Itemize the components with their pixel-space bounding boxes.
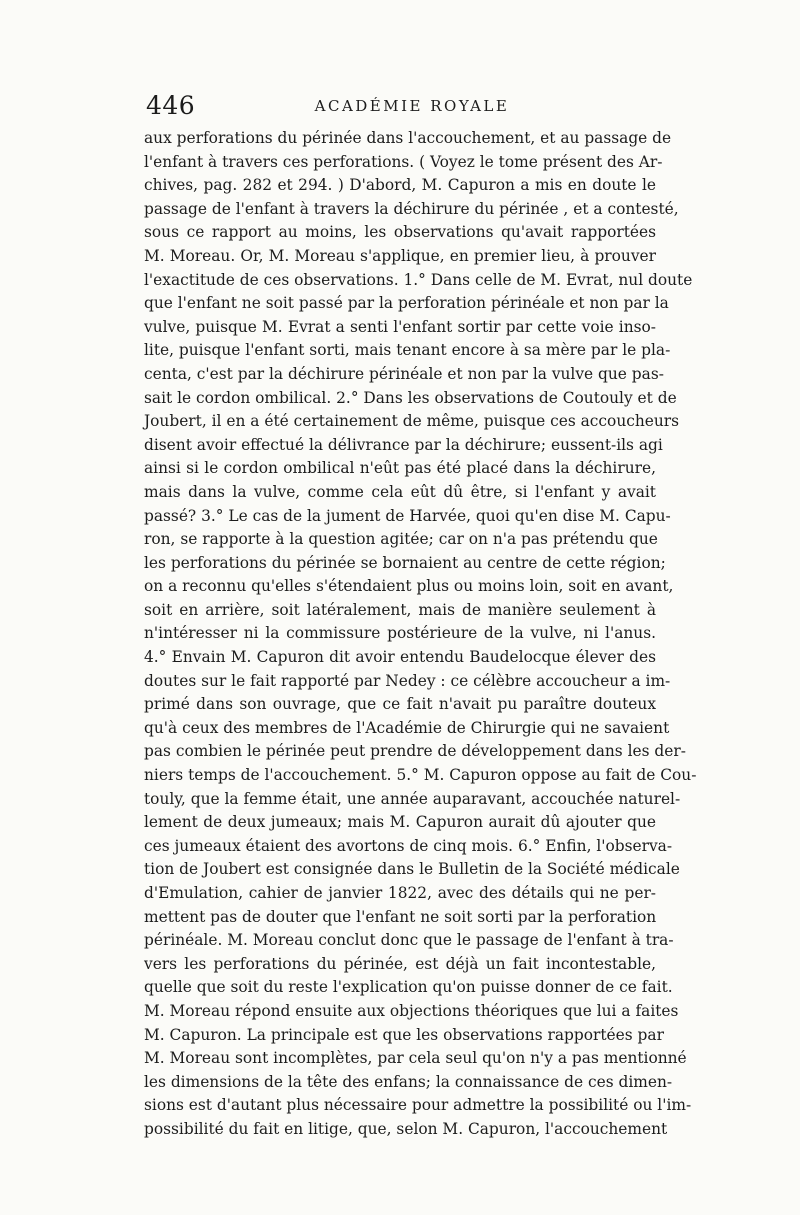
text-line: que l'enfant ne soit passé par la perforation périnéale et non par la	[144, 294, 669, 313]
text-line: primé dans son ouvrage, que ce fait n'avait pu paraître douteux	[144, 695, 656, 714]
text-line: lite, puisque l'enfant sorti, mais tenant encore à sa mère par le pla-	[144, 341, 671, 360]
text-line: vers les perforations du périnée, est déjà un fait incontestable,	[144, 954, 656, 973]
body-paragraph	[144, 127, 697, 1142]
text-line: Joubert, il en a été certainement de même, puisque ces accoucheurs	[144, 412, 680, 431]
text-line: soit en arrière, soit latéralement, mais de manière seulement à	[144, 600, 656, 619]
text-line: chives, pag. 282 et 294. ) D'abord, M. Capuron a mis en doute le	[144, 176, 656, 195]
running-title: ACADÉMIE ROYALE	[314, 97, 510, 115]
text-line: ces jumeaux étaient des avortons de cinq mois. 6.° Enfin, l'observa-	[144, 836, 673, 855]
text-line: vulve, puisque M. Evrat a senti l'enfant sortir par cette voie inso-	[144, 317, 656, 336]
text-line: centa, c'est par la déchirure périnéale et non par la vulve que pas-	[144, 364, 664, 383]
text-line: d'Emulation, cahier de janvier 1822, avec des détails qui ne per-	[144, 884, 656, 902]
text-line: sait le cordon ombilical. 2.° Dans les observations de Coutouly et de	[144, 388, 677, 407]
text-line: passage de l'enfant à travers la déchirure du périnée , et a contesté,	[144, 199, 679, 218]
text-line: possibilité du fait en litige, que, selon M. Capuron, l'accouchement	[144, 1119, 668, 1138]
text-line: 4.° Envain M. Capuron dit avoir entendu Baudelocque élever des	[144, 648, 656, 667]
text-line: pas combien le périnée peut prendre de développement dans les der-	[144, 742, 686, 761]
text-line: sous ce rapport au moins, les observations qu'avait rapportées	[144, 223, 656, 242]
text-line: quelle que soit du reste l'explication qu'on puisse donner de ce fait.	[144, 978, 673, 997]
text-line: sions est d'autant plus nécessaire pour admettre la possibilité ou l'im-	[144, 1096, 692, 1115]
text-line: l'enfant à travers ces perforations. ( Voyez le tome présent des Ar-	[144, 152, 663, 171]
text-line: passé? 3.° Le cas de la jument de Harvée, quoi qu'en dise M. Capu-	[144, 506, 671, 525]
text-line: l'exactitude de ces observations. 1.° Dans celle de M. Evrat, nul doute	[144, 270, 693, 289]
text-line: qu'à ceux des membres de l'Académie de Chirurgie qui ne savaient	[144, 718, 670, 737]
text-line: niers temps de l'accouchement. 5.° M. Capuron oppose au fait de Cou-	[144, 766, 697, 785]
page-number: 446	[146, 91, 196, 120]
text-line: les perforations du périnée se bornaient au centre de cette région;	[144, 553, 666, 572]
text-line: périnéale. M. Moreau conclut donc que le passage de l'enfant à tra-	[144, 931, 674, 950]
text-line: mettent pas de douter que l'enfant ne soit sorti par la perforation	[144, 907, 657, 926]
text-line: disent avoir effectué la délivrance par la déchirure; eussent-ils agi	[144, 435, 663, 454]
text-line: M. Moreau répond ensuite aux objections théoriques que lui a faites	[144, 1001, 679, 1020]
text-line: ainsi si le cordon ombilical n'eût pas été placé dans la déchirure,	[144, 459, 656, 478]
text-line: lement de deux jumeaux; mais M. Capuron aurait dû ajouter que	[144, 813, 656, 832]
text-line: on a reconnu qu'elles s'étendaient plus ou moins loin, soit en avant,	[144, 577, 674, 596]
text-line: M. Capuron. La principale est que les observations rapportées par	[144, 1025, 664, 1044]
text-line: n'intéresser ni la commissure postérieure de la vulve, ni l'anus.	[144, 624, 656, 643]
text-line: tion de Joubert est consignée dans le Bulletin de la Société médicale	[144, 860, 680, 879]
text-line: les dimensions de la tête des enfans; la connaissance de ces dimen-	[144, 1072, 673, 1091]
text-line: ron, se rapporte à la question agitée; car on n'a pas prétendu que	[144, 530, 658, 549]
text-line: M. Moreau sont incomplètes, par cela seul qu'on n'y a pas mentionné	[144, 1049, 687, 1068]
page-header	[146, 86, 658, 126]
text-line: doutes sur le fait rapporté par Nedey : ce célèbre accoucheur a im-	[144, 671, 671, 690]
text-line: touly, que la femme était, une année auparavant, accouchée naturel-	[144, 789, 681, 808]
text-line: M. Moreau. Or, M. Moreau s'applique, en premier lieu, à prouver	[144, 246, 656, 265]
text-line: aux perforations du périnée dans l'accouchement, et au passage de	[144, 129, 672, 147]
text-line: mais dans la vulve, comme cela eût dû être, si l'enfant y avait	[144, 482, 656, 501]
